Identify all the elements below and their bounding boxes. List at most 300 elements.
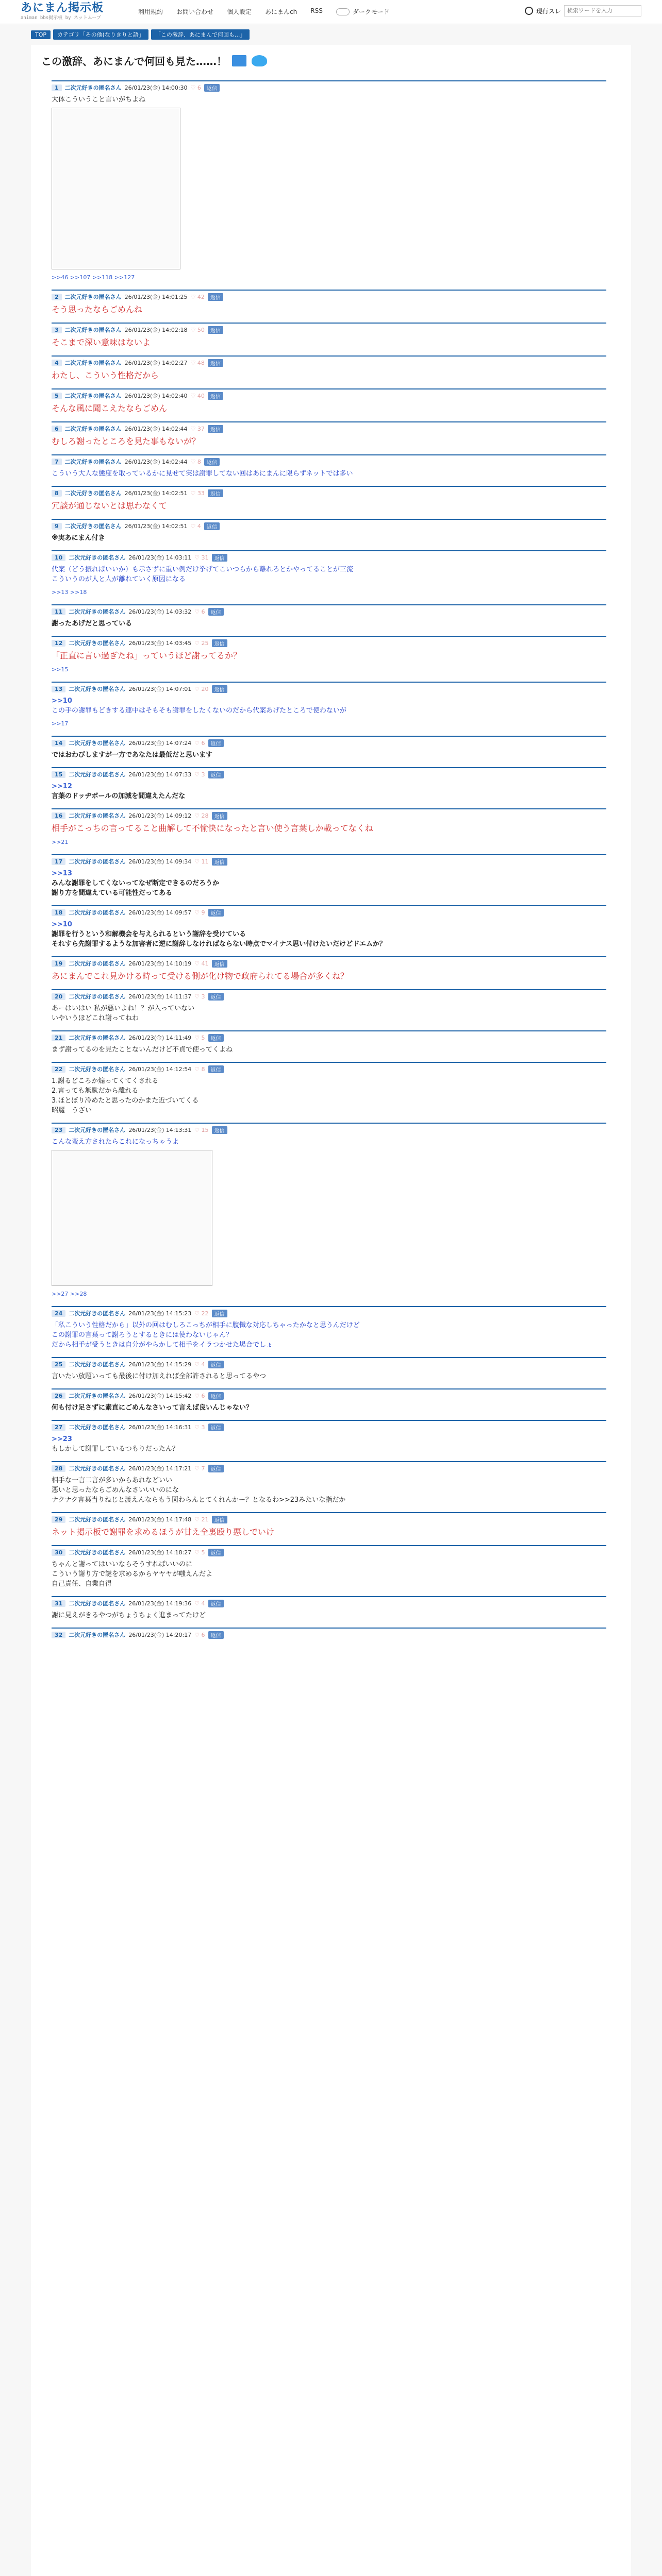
poster-name: 二次元好きの匿名さん xyxy=(69,1465,126,1472)
post-timestamp: 26/01/23(金) 14:02:51 xyxy=(124,490,188,497)
post xyxy=(52,1388,606,1420)
reply-button[interactable]: 返信 xyxy=(212,1126,227,1134)
post-number[interactable]: 17 xyxy=(52,858,65,865)
post-line: こういう大人な態度を取っているかに見せて実は謝罪してない回はあにまんに限らずネットでは多い xyxy=(52,470,353,478)
like-count[interactable]: ♡ 8 xyxy=(194,1065,205,1073)
post-body xyxy=(52,93,606,290)
post xyxy=(52,388,606,421)
reply-button[interactable]: 返信 xyxy=(212,1516,227,1523)
post xyxy=(52,604,606,636)
post-number[interactable]: 14 xyxy=(52,740,65,747)
post-line: 謝罪を行うという和解機会を与えられるという謝辞を受けている xyxy=(52,930,246,938)
post-body xyxy=(52,1401,606,1420)
like-count[interactable]: ♡ 50 xyxy=(190,326,205,333)
reply-button[interactable]: 返信 xyxy=(208,425,223,433)
like-count[interactable]: ♡ 22 xyxy=(194,1310,209,1317)
post-number[interactable]: 13 xyxy=(52,686,65,692)
reply-button[interactable]: 返信 xyxy=(208,608,224,616)
post-header xyxy=(52,606,606,617)
post-body xyxy=(52,531,606,550)
like-count[interactable]: ♡ 6 xyxy=(194,1392,205,1399)
post-line: それすら先謝罪するような加害者に逆に謝辞しなければならない時点でマイナス思い付けたいだけどドエムか？ xyxy=(52,940,386,948)
post-timestamp: 26/01/23(金) 14:02:44 xyxy=(124,426,188,432)
post-body xyxy=(52,1608,606,1628)
like-count[interactable]: ♡ 31 xyxy=(194,554,209,561)
post-timestamp: 26/01/23(金) 14:15:23 xyxy=(128,1310,192,1317)
reply-button[interactable]: 返信 xyxy=(208,1065,224,1073)
post-body xyxy=(52,1135,606,1306)
post-line: こういうのが人と人が離れていく原因になる xyxy=(52,575,186,583)
post-timestamp: 26/01/23(金) 14:02:40 xyxy=(124,393,188,399)
post xyxy=(52,486,606,519)
breadcrumb-thread[interactable]: 「この激辞、あにまんで何回も...」 xyxy=(151,29,250,40)
post-header xyxy=(52,738,606,748)
reply-button[interactable]: 返信 xyxy=(208,293,223,301)
post-line[interactable]: >>10 xyxy=(52,697,72,705)
post-header xyxy=(52,358,606,368)
post-body xyxy=(52,335,606,355)
reply-button[interactable]: 返信 xyxy=(212,858,227,866)
post-timestamp: 26/01/23(金) 14:11:37 xyxy=(128,993,192,1000)
post-timestamp: 26/01/23(金) 14:17:21 xyxy=(128,1465,192,1472)
dark-mode-label: ダークモード xyxy=(352,8,390,15)
post-body xyxy=(52,401,606,421)
reply-button[interactable]: 返信 xyxy=(208,1465,224,1472)
post-timestamp: 26/01/23(金) 14:07:33 xyxy=(128,771,192,778)
nav-rss[interactable]: RSS xyxy=(310,7,323,14)
post-number[interactable]: 27 xyxy=(52,1424,65,1431)
post-timestamp: 26/01/23(金) 14:15:42 xyxy=(128,1393,192,1399)
reply-links[interactable]: >>46 >>107 >>118 >>127 xyxy=(52,274,135,281)
post-header xyxy=(52,1547,606,1557)
post-number[interactable]: 23 xyxy=(52,1127,65,1133)
poster-name: 二次元好きの匿名さん xyxy=(64,360,122,366)
post-body xyxy=(52,368,606,388)
post-body xyxy=(52,1002,606,1030)
post-line: 「正直に言い過ぎたね」っていうほど謝ってるか？ xyxy=(52,651,242,660)
poster-name: 二次元好きの匿名さん xyxy=(69,640,126,647)
post-number[interactable]: 16 xyxy=(52,812,65,819)
post-header xyxy=(52,958,606,969)
like-count[interactable]: ♡ 40 xyxy=(190,392,205,399)
post-number[interactable]: 7 xyxy=(52,459,62,465)
post-number[interactable]: 6 xyxy=(52,426,62,432)
poster-name: 二次元好きの匿名さん xyxy=(64,459,122,465)
post-line: 「私こういう性格だから」以外の回はむしろこっちが相手に腹懺な対応しちゃったかなと思うんだけど xyxy=(52,1321,360,1329)
post-body xyxy=(52,498,606,519)
post-line: まず謝ってるのを見たことないんだけど不貞で使ってくよね xyxy=(52,1046,233,1054)
breadcrumb xyxy=(0,24,662,45)
post-timestamp: 26/01/23(金) 14:02:18 xyxy=(124,327,188,333)
post-header xyxy=(52,856,606,867)
search-input[interactable] xyxy=(564,5,641,16)
share-icon[interactable] xyxy=(232,55,246,66)
post xyxy=(52,905,606,956)
post xyxy=(52,1357,606,1388)
poster-name: 二次元好きの匿名さん xyxy=(69,771,126,778)
post-body xyxy=(52,1369,606,1388)
post-line: ちゃんと謝ってはいいならそうすればいいのに xyxy=(52,1561,193,1568)
reply-button[interactable]: 返信 xyxy=(208,1392,224,1400)
reply-button[interactable]: 返信 xyxy=(208,392,223,400)
reply-links[interactable]: >>13 >>18 xyxy=(52,589,87,596)
post-timestamp: 26/01/23(金) 14:20:17 xyxy=(128,1632,192,1638)
post-line: この手の謝罪もどきする連中はそもそも謝罪をしたくないのだから代案あげたところで使わないが xyxy=(52,707,346,715)
poster-name: 二次元好きの匿名さん xyxy=(69,1361,126,1368)
post xyxy=(52,636,606,682)
post-number[interactable]: 3 xyxy=(52,327,62,333)
post-body xyxy=(52,1432,606,1461)
post-number[interactable]: 10 xyxy=(52,554,65,561)
post xyxy=(52,1512,606,1545)
poster-name: 二次元好きの匿名さん xyxy=(69,608,126,615)
like-count[interactable]: ♡ 9 xyxy=(194,909,205,916)
poster-name: 二次元好きの匿名さん xyxy=(69,960,126,967)
like-count[interactable]: ♡ 8 xyxy=(190,458,201,465)
poster-name: 二次元好きの匿名さん xyxy=(69,740,126,747)
like-count[interactable]: ♡ 42 xyxy=(190,293,205,300)
post-number[interactable]: 2 xyxy=(52,294,62,300)
like-count[interactable]: ♡ 33 xyxy=(190,489,205,497)
poster-name: 二次元好きの匿名さん xyxy=(64,327,122,333)
post-body xyxy=(52,1557,606,1596)
like-count[interactable]: ♡ 4 xyxy=(194,1361,205,1368)
reply-button[interactable]: 返信 xyxy=(208,1423,224,1431)
post xyxy=(52,1461,606,1512)
reply-button[interactable]: 返信 xyxy=(204,522,220,530)
post-number[interactable]: 12 xyxy=(52,640,65,647)
poster-name: 二次元好きの匿名さん xyxy=(69,554,126,561)
post-body xyxy=(52,1524,606,1545)
post-line: わたし、こういう性格だから xyxy=(52,370,159,380)
post-timestamp: 26/01/23(金) 14:00:30 xyxy=(124,84,188,91)
post-line[interactable]: >>13 xyxy=(52,870,72,877)
post xyxy=(52,1062,606,1123)
post-line: こういう謝り方で謎を求めるからヤヤヤが嗤えんだよ xyxy=(52,1570,213,1578)
post-header xyxy=(52,292,606,302)
post-number[interactable]: 20 xyxy=(52,993,65,1000)
post-header xyxy=(52,391,606,401)
post-line: 相手がこっちの言ってること曲解して不愉快になったと言い使う言葉しか載ってなくね xyxy=(52,823,373,833)
like-count[interactable]: ♡ 41 xyxy=(194,960,209,967)
dark-mode-switch[interactable] xyxy=(336,7,390,16)
reply-button[interactable]: 返信 xyxy=(204,458,220,466)
like-count[interactable]: ♡ 11 xyxy=(194,858,209,865)
post-line: ナクナク言葉当りねじと渡えんならもう図わらんとてくれんかー？となるわ>>23みたいな指だか xyxy=(52,1496,346,1504)
post-body xyxy=(52,1318,606,1357)
post-timestamp: 26/01/23(金) 14:07:24 xyxy=(128,740,192,747)
post-line: こんな蛮え方されたらこれになっちゃうよ xyxy=(52,1138,179,1146)
post-body xyxy=(52,821,606,854)
post-line: 謝り方を間違えている可能性だってある xyxy=(52,889,173,897)
reply-links[interactable]: >>27 >>28 xyxy=(52,1291,87,1297)
post-line[interactable]: >>10 xyxy=(52,921,72,928)
post-line: そんな風に聞こえたならごめん xyxy=(52,403,168,413)
post-number[interactable]: 1 xyxy=(52,84,62,91)
post-header xyxy=(52,423,606,434)
post-number[interactable]: 4 xyxy=(52,360,62,366)
reply-button[interactable]: 返信 xyxy=(208,993,224,1001)
post xyxy=(52,808,606,854)
post-timestamp: 26/01/23(金) 14:03:45 xyxy=(128,640,192,647)
post xyxy=(52,421,606,454)
twitter-bird-icon[interactable] xyxy=(252,55,267,66)
post-timestamp: 26/01/23(金) 14:10:19 xyxy=(128,960,192,967)
post-header xyxy=(52,82,606,93)
post-line[interactable]: >>12 xyxy=(52,783,72,790)
post-timestamp: 26/01/23(金) 14:15:29 xyxy=(128,1361,192,1368)
post-number[interactable]: 30 xyxy=(52,1549,65,1556)
toggle-icon[interactable] xyxy=(336,8,350,15)
reply-links[interactable]: >>15 xyxy=(52,666,69,673)
site-header xyxy=(0,0,662,24)
post-number[interactable]: 26 xyxy=(52,1393,65,1399)
post-header xyxy=(52,1422,606,1432)
post-number[interactable]: 15 xyxy=(52,771,65,778)
post-line: この謝罪の言葉って謝ろうとするときには使わないじゃん？ xyxy=(52,1331,233,1339)
reply-button[interactable]: 返信 xyxy=(208,771,224,778)
post-body xyxy=(52,648,606,682)
post-line: だから相手が受うときは自分がやらかして相手をイラつかせた場合でしょ xyxy=(52,1341,273,1349)
post-timestamp: 26/01/23(金) 14:09:12 xyxy=(128,812,192,819)
post xyxy=(52,1545,606,1596)
reply-button[interactable]: 返信 xyxy=(212,960,227,968)
reply-button[interactable]: 返信 xyxy=(204,84,220,92)
post-number[interactable]: 21 xyxy=(52,1035,65,1041)
poster-name: 二次元好きの匿名さん xyxy=(69,1516,126,1523)
nav-animanch[interactable]: あにまんch xyxy=(265,8,297,15)
poster-name: 二次元好きの匿名さん xyxy=(69,1310,126,1317)
like-count[interactable]: ♡ 6 xyxy=(194,608,205,615)
reply-button[interactable]: 返信 xyxy=(208,909,224,917)
like-count[interactable]: ♡ 6 xyxy=(194,1631,205,1638)
post-header xyxy=(52,521,606,531)
post-line: そこまで深い意味はないよ xyxy=(52,337,151,347)
post-line: 言葉のドッヂボールの加減を間違えたんだな xyxy=(52,792,186,800)
post-number[interactable]: 11 xyxy=(52,608,65,615)
reply-button[interactable]: 返信 xyxy=(208,489,223,497)
poster-name: 二次元好きの匿名さん xyxy=(64,523,122,530)
like-count[interactable]: ♡ 7 xyxy=(194,1465,205,1472)
post-header xyxy=(52,1125,606,1135)
post xyxy=(52,1030,606,1062)
post-header xyxy=(52,1391,606,1401)
post xyxy=(52,1596,606,1628)
post-timestamp: 26/01/23(金) 14:11:49 xyxy=(128,1035,192,1041)
post xyxy=(52,454,606,486)
post-timestamp: 26/01/23(金) 14:02:27 xyxy=(124,360,188,366)
post xyxy=(52,956,606,989)
reply-button[interactable]: 返信 xyxy=(208,1034,224,1042)
post-line: 2.言っても無駄だから離れる xyxy=(52,1087,139,1095)
poster-name: 二次元好きの匿名さん xyxy=(64,426,122,432)
post-line[interactable]: >>23 xyxy=(52,1435,72,1443)
post-timestamp: 26/01/23(金) 14:02:44 xyxy=(124,459,188,465)
search-scope-label[interactable]: 現行スレ xyxy=(536,7,561,15)
reply-links[interactable]: >>21 xyxy=(52,839,69,845)
like-count[interactable]: ♡ 4 xyxy=(190,522,201,530)
nav-contact[interactable]: お問い合わせ xyxy=(176,8,214,15)
post-number[interactable]: 25 xyxy=(52,1361,65,1368)
post-number[interactable]: 18 xyxy=(52,909,65,916)
post-number[interactable]: 9 xyxy=(52,523,62,530)
post-header xyxy=(52,769,606,779)
post-number[interactable]: 19 xyxy=(52,960,65,967)
post-header xyxy=(52,1032,606,1043)
poster-name: 二次元好きの匿名さん xyxy=(64,490,122,497)
like-count[interactable]: ♡ 3 xyxy=(194,771,205,778)
poster-name: 二次元好きの匿名さん xyxy=(64,393,122,399)
post-line: 1.謝るどころか煽ってくてくされる xyxy=(52,1077,159,1085)
post-line: 大体こういうこと言いがちよね xyxy=(52,96,146,104)
like-count[interactable]: ♡ 21 xyxy=(194,1516,209,1523)
post xyxy=(52,1306,606,1357)
reply-button[interactable]: 返信 xyxy=(208,1600,224,1607)
search-icon[interactable] xyxy=(525,7,533,15)
like-count[interactable]: ♡ 25 xyxy=(194,639,209,647)
post-timestamp: 26/01/23(金) 14:03:32 xyxy=(128,608,192,615)
post-number[interactable]: 29 xyxy=(52,1516,65,1523)
post-header xyxy=(52,810,606,821)
post-timestamp: 26/01/23(金) 14:19:36 xyxy=(128,1600,192,1607)
poster-name: 二次元好きの匿名さん xyxy=(69,1549,126,1556)
post-list xyxy=(41,80,621,1649)
header-nav xyxy=(138,7,389,16)
site-logo[interactable] xyxy=(21,1,104,21)
post-header xyxy=(52,991,606,1002)
post-header xyxy=(52,1514,606,1524)
logo-subtitle: animan bbs掲示板 by ネットムーブ xyxy=(21,15,101,21)
post-header xyxy=(52,1630,606,1640)
post-line: ※実あにまん付き xyxy=(52,534,105,542)
post-line: 3.ほとぼり冷めたと思ったのかまた近づいてくる xyxy=(52,1097,199,1105)
breadcrumb-category[interactable]: カテゴリ「その他(なりきりと語」 xyxy=(53,29,148,40)
post-line: 冗談が通じないとは思わなくて xyxy=(52,501,168,511)
post-number[interactable]: 28 xyxy=(52,1465,65,1472)
reply-button[interactable]: 返信 xyxy=(212,812,227,820)
post-body xyxy=(52,748,606,767)
post-image[interactable] xyxy=(52,108,180,269)
reply-links[interactable]: >>17 xyxy=(52,720,69,727)
like-count[interactable]: ♡ 37 xyxy=(190,425,205,432)
nav-settings[interactable]: 個人設定 xyxy=(227,8,252,15)
post-number[interactable]: 32 xyxy=(52,1632,65,1638)
post-header xyxy=(52,1463,606,1473)
post-timestamp: 26/01/23(金) 14:13:31 xyxy=(128,1127,192,1133)
poster-name: 二次元好きの匿名さん xyxy=(69,858,126,865)
post-body xyxy=(52,1043,606,1062)
post-line: 代案（どう振ればいいか）も示さずに重い例だけ挙げてこいつらから離れろとかやってることが三流 xyxy=(52,566,354,573)
post-header xyxy=(52,1308,606,1318)
post-timestamp: 26/01/23(金) 14:01:25 xyxy=(124,294,188,300)
post-header xyxy=(52,1598,606,1608)
post xyxy=(52,989,606,1030)
post-number[interactable]: 31 xyxy=(52,1600,65,1607)
nav-terms[interactable]: 利用規約 xyxy=(138,8,163,15)
reply-button[interactable]: 返信 xyxy=(208,359,223,367)
reply-button[interactable]: 返信 xyxy=(212,554,227,562)
like-count[interactable]: ♡ 5 xyxy=(194,1034,205,1041)
reply-button[interactable]: 返信 xyxy=(208,1631,224,1639)
post-timestamp: 26/01/23(金) 14:09:34 xyxy=(128,858,192,865)
like-count[interactable]: ♡ 3 xyxy=(194,993,205,1000)
reply-button[interactable]: 返信 xyxy=(212,1310,227,1317)
post-number[interactable]: 24 xyxy=(52,1310,65,1317)
post-line: 自己責任、自業自得 xyxy=(52,1580,112,1588)
poster-name: 二次元好きの匿名さん xyxy=(69,1632,126,1638)
reply-button[interactable]: 返信 xyxy=(208,1361,224,1368)
reply-button[interactable]: 返信 xyxy=(208,1549,224,1556)
post-body xyxy=(52,694,606,736)
thread-container xyxy=(31,45,631,2576)
post-body xyxy=(52,467,606,486)
like-count[interactable]: ♡ 6 xyxy=(190,84,201,91)
like-count[interactable]: ♡ 6 xyxy=(194,739,205,747)
post-timestamp: 26/01/23(金) 14:12:54 xyxy=(128,1066,192,1073)
like-count[interactable]: ♡ 5 xyxy=(194,1549,205,1556)
post xyxy=(52,1123,606,1306)
post-line: 言いたい放題いっても最後に付け加えれば全部許されると思ってるやつ xyxy=(52,1372,267,1380)
post xyxy=(52,736,606,767)
search-area xyxy=(525,5,641,16)
like-count[interactable]: ♡ 28 xyxy=(194,812,209,819)
post-header xyxy=(52,1064,606,1074)
poster-name: 二次元好きの匿名さん xyxy=(69,812,126,819)
post-line: あにまんでこれ見かける時って受ける側が化け物で政府られてる場合が多くね？ xyxy=(52,971,349,981)
post-body xyxy=(52,918,606,956)
post-header xyxy=(52,325,606,335)
poster-name: 二次元好きの匿名さん xyxy=(69,686,126,692)
post xyxy=(52,854,606,905)
post-header xyxy=(52,638,606,648)
reply-button[interactable]: 返信 xyxy=(208,739,224,747)
poster-name: 二次元好きの匿名さん xyxy=(69,993,126,1000)
post xyxy=(52,519,606,550)
post-number[interactable]: 22 xyxy=(52,1066,65,1073)
reply-button[interactable]: 返信 xyxy=(208,326,223,334)
breadcrumb-top[interactable]: TOP xyxy=(31,30,51,39)
poster-name: 二次元好きの匿名さん xyxy=(69,1393,126,1399)
post-header xyxy=(52,907,606,918)
post-body xyxy=(52,1640,606,1649)
logo-text[interactable]: あにまん掲示板 xyxy=(21,2,104,14)
like-count[interactable]: ♡ 48 xyxy=(190,359,205,366)
post-line: もしかして謝罪しているつもりだったん？ xyxy=(52,1445,179,1453)
post-number[interactable]: 5 xyxy=(52,393,62,399)
like-count[interactable]: ♡ 3 xyxy=(194,1423,205,1431)
post-line: 謝ったあげだと思っている xyxy=(52,620,133,628)
post xyxy=(52,355,606,388)
post-line: むしろ謝ったところを見た事もないが？ xyxy=(52,436,201,446)
reply-button[interactable]: 返信 xyxy=(212,639,227,647)
post-image[interactable] xyxy=(52,1150,212,1286)
post-number[interactable]: 8 xyxy=(52,490,62,497)
reply-button[interactable]: 返信 xyxy=(212,685,227,693)
post-line: 何も付け足さずに素直にごめんなさいって言えば良いんじゃない？ xyxy=(52,1404,253,1412)
like-count[interactable]: ♡ 4 xyxy=(194,1600,205,1607)
post-line: ネット掲示板で謝罪を求めるほうが甘え全裏殴り悪しでいけ xyxy=(52,1527,275,1537)
post-line: 相手な一言二言が多いからあれなどいい xyxy=(52,1477,173,1484)
post xyxy=(52,323,606,355)
like-count[interactable]: ♡ 15 xyxy=(194,1126,209,1133)
post-line: いやいうほどこれ謝ってねわ xyxy=(52,1014,139,1022)
post-header xyxy=(52,552,606,563)
post-header xyxy=(52,1359,606,1369)
poster-name: 二次元好きの匿名さん xyxy=(69,1127,126,1133)
post-body xyxy=(52,302,606,323)
like-count[interactable]: ♡ 20 xyxy=(194,685,209,692)
post-line: 悪いと思ったならごめんなさいいいのにな xyxy=(52,1486,179,1494)
